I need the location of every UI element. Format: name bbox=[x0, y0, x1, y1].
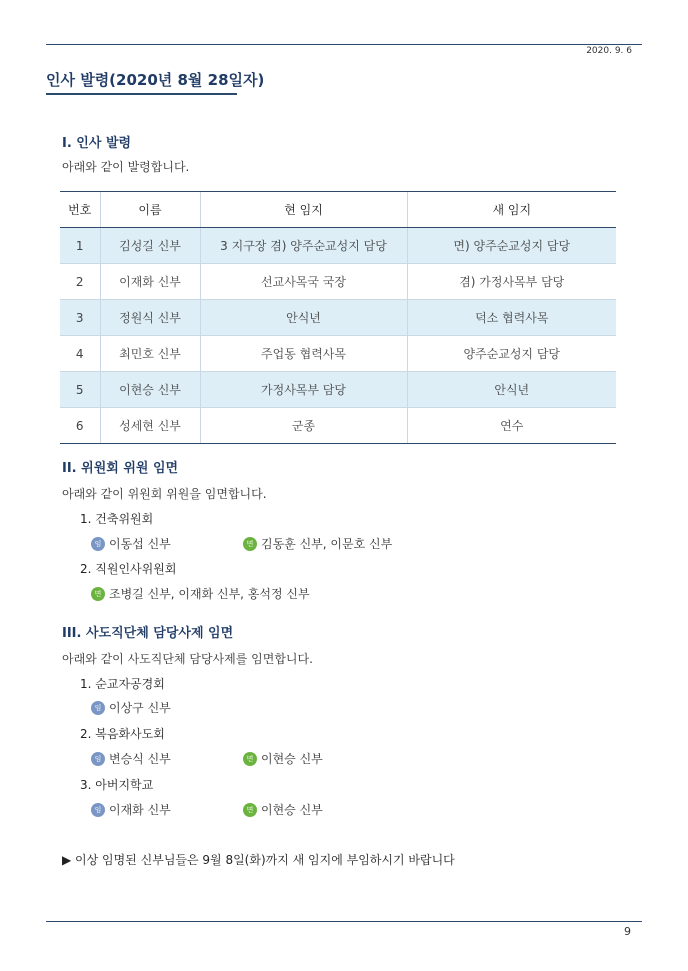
section-intro-committees: 아래와 같이 위원회 위원을 임면합니다. bbox=[62, 487, 267, 501]
page-number: 9 bbox=[624, 925, 631, 938]
appointee-name: 이동섭 신부 bbox=[109, 537, 171, 551]
appointment-entry bbox=[91, 750, 171, 767]
appoint-badge-icon: 임 bbox=[91, 537, 105, 551]
column-header-current-post: 현 임지 bbox=[200, 192, 407, 228]
document-date: 2020. 9. 6 bbox=[586, 46, 632, 56]
dismissal-entry bbox=[243, 801, 323, 818]
dismissal-entry bbox=[91, 585, 310, 602]
notice-text: ▶ 이상 임명된 신부님들은 9월 8일(화)까지 새 임지에 부임하시기 바랍니다 bbox=[62, 853, 455, 867]
appointee-name: 변승식 신부 bbox=[109, 752, 171, 766]
table-row bbox=[60, 264, 616, 300]
section-heading-apostolate: III. 사도직단체 담당사제 임면 bbox=[62, 626, 234, 641]
group-title-martyrs-veneration: 1. 순교자공경회 bbox=[80, 677, 165, 691]
dismiss-badge-icon: 면 bbox=[243, 803, 257, 817]
appointment-entry bbox=[91, 535, 171, 552]
cell-current-post: 주업동 협력사목 bbox=[200, 336, 407, 372]
appointee-name: 이상구 신부 bbox=[109, 701, 171, 715]
cell-new-post: 연수 bbox=[407, 408, 616, 444]
cell-name: 최민호 신부 bbox=[100, 336, 200, 372]
appointment-entry bbox=[91, 699, 171, 716]
cell-current-post: 선교사목국 국장 bbox=[200, 264, 407, 300]
cell-number: 1 bbox=[60, 228, 100, 264]
page-title: 인사 발령(2020년 8월 28일자) bbox=[46, 71, 265, 89]
dismiss-badge-icon: 면 bbox=[243, 537, 257, 551]
appointments-table bbox=[60, 191, 616, 444]
cell-name: 정원식 신부 bbox=[100, 300, 200, 336]
cell-name: 김성길 신부 bbox=[100, 228, 200, 264]
cell-name: 성세현 신부 bbox=[100, 408, 200, 444]
cell-name: 이현승 신부 bbox=[100, 372, 200, 408]
table-row bbox=[60, 336, 616, 372]
cell-number: 5 bbox=[60, 372, 100, 408]
appoint-badge-icon: 임 bbox=[91, 752, 105, 766]
top-rule bbox=[46, 44, 642, 45]
dismissed-names: 조병길 신부, 이재화 신부, 홍석정 신부 bbox=[109, 587, 310, 601]
table-header-row bbox=[60, 192, 616, 228]
committee-title-building: 1. 건축위원회 bbox=[80, 512, 154, 526]
cell-new-post: 덕소 협력사목 bbox=[407, 300, 616, 336]
title-underline bbox=[46, 93, 237, 95]
appointee-name: 이재화 신부 bbox=[109, 803, 171, 817]
cell-new-post: 겸) 가정사목부 담당 bbox=[407, 264, 616, 300]
dismissal-entry bbox=[243, 535, 392, 552]
column-header-new-post: 새 임지 bbox=[407, 192, 616, 228]
cell-number: 2 bbox=[60, 264, 100, 300]
table-row bbox=[60, 408, 616, 444]
dismissal-entry bbox=[243, 750, 323, 767]
section-heading-appointments: I. 인사 발령 bbox=[62, 136, 132, 151]
appoint-badge-icon: 임 bbox=[91, 701, 105, 715]
cell-new-post: 안식년 bbox=[407, 372, 616, 408]
appoint-badge-icon: 임 bbox=[91, 803, 105, 817]
column-header-name: 이름 bbox=[100, 192, 200, 228]
dismissed-names: 김동훈 신부, 이문호 신부 bbox=[261, 537, 393, 551]
dismissed-names: 이현승 신부 bbox=[261, 803, 323, 817]
section-heading-committees: II. 위원회 위원 임면 bbox=[62, 461, 179, 476]
cell-current-post: 3 지구장 겸) 양주순교성지 담당 bbox=[200, 228, 407, 264]
table-row bbox=[60, 228, 616, 264]
dismissed-names: 이현승 신부 bbox=[261, 752, 323, 766]
cell-new-post: 면) 양주순교성지 담당 bbox=[407, 228, 616, 264]
cell-current-post: 군종 bbox=[200, 408, 407, 444]
dismiss-badge-icon: 면 bbox=[91, 587, 105, 601]
column-header-number: 번호 bbox=[60, 192, 100, 228]
bottom-rule bbox=[46, 921, 642, 922]
committee-title-staff-personnel: 2. 직원인사위원회 bbox=[80, 562, 177, 576]
appointment-entry bbox=[91, 801, 171, 818]
table-row bbox=[60, 300, 616, 336]
table-row bbox=[60, 372, 616, 408]
group-title-evangelization: 2. 복음화사도회 bbox=[80, 727, 165, 741]
cell-current-post: 가정사목부 담당 bbox=[200, 372, 407, 408]
section-intro-appointments: 아래와 같이 발령합니다. bbox=[62, 160, 190, 174]
cell-number: 4 bbox=[60, 336, 100, 372]
dismiss-badge-icon: 면 bbox=[243, 752, 257, 766]
cell-number: 3 bbox=[60, 300, 100, 336]
cell-number: 6 bbox=[60, 408, 100, 444]
cell-name: 이재화 신부 bbox=[100, 264, 200, 300]
cell-new-post: 양주순교성지 담당 bbox=[407, 336, 616, 372]
cell-current-post: 안식년 bbox=[200, 300, 407, 336]
section-intro-apostolate: 아래와 같이 사도직단체 담당사제를 임면합니다. bbox=[62, 652, 313, 666]
group-title-fathers-school: 3. 아버지학교 bbox=[80, 778, 154, 792]
